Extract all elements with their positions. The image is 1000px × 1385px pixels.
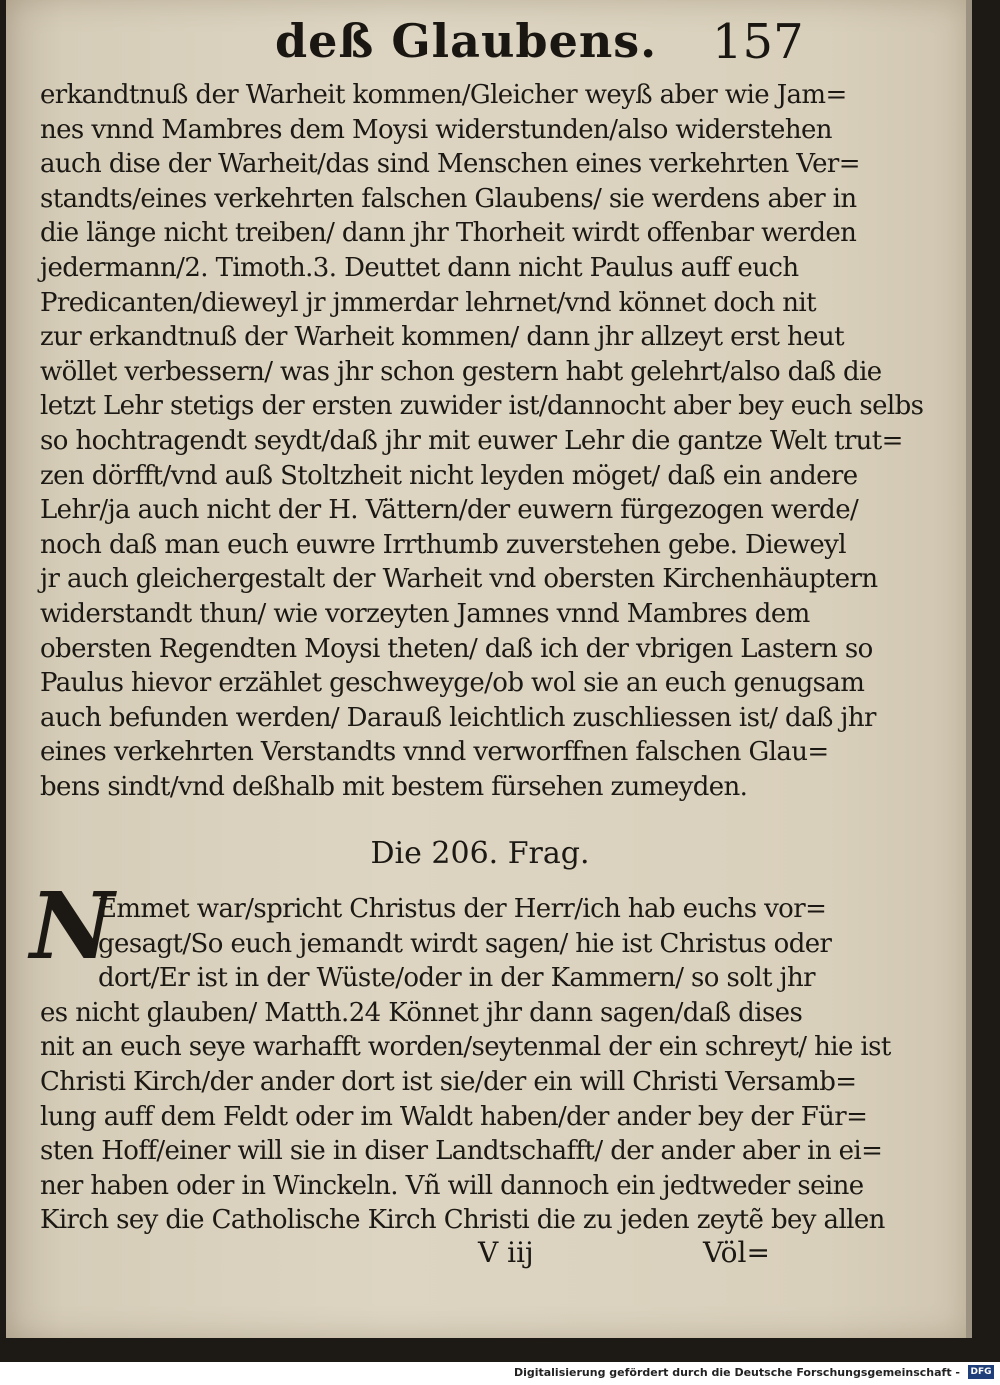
catchword: Völ= [703, 1236, 770, 1269]
text-line: letzt Lehr stetigs der ersten zuwider ist/dannocht aber bey euch selbs [40, 391, 924, 422]
page-number: 157 [712, 14, 804, 70]
text-line: auch dise der Warheit/das sind Menschen eines verkehrten Ver= [40, 149, 860, 180]
text-line: nit an euch seye warhafft worden/seytenmal der ein schreyt/ hie ist [40, 1032, 891, 1063]
text-line: eines verkehrten Verstandts vnnd verworffnen falschen Glau= [40, 737, 829, 768]
text-line: zen dörfft/vnd auß Stoltzheit nicht leyden möget/ daß ein andere [40, 460, 858, 491]
decorated-initial: N [30, 872, 115, 980]
text-line: erkandtnuß der Warheit kommen/Gleicher weyß aber wie Jam= [40, 80, 847, 110]
text-line: sten Hoff/einer will sie in diser Landtschafft/ der ander aber in ei= [40, 1136, 883, 1167]
text-line: Emmet war/spricht Christus der Herr/ich hab euchs vor= [98, 894, 827, 924]
signature-mark: V iij [478, 1236, 534, 1269]
dfg-logo: DFG [968, 1365, 994, 1379]
text-line: jr auch gleichergestalt der Warheit vnd obersten Kirchenhäuptern [40, 564, 878, 595]
page-edge [966, 0, 972, 1338]
text-line: gesagt/So euch jemandt wirdt sagen/ hie ist Christus oder [98, 928, 832, 959]
text-line: Predicanten/dieweyl jr jmmerdar lehrnet/vnd könnet doch nit [40, 287, 816, 318]
text-line: ner haben oder in Winckeln. Vñ will dannoch ein jedtweder seine [40, 1170, 864, 1201]
text-line: widerstandt thun/ wie vorzeyten Jamnes vnnd Mambres dem [40, 598, 810, 629]
text-line: lung auff dem Feldt oder im Waldt haben/der ander bey der Für= [40, 1101, 868, 1132]
text-line: Lehr/ja auch nicht der H. Vättern/der euwern fürgezogen werde/ [40, 495, 859, 526]
text-line: so hochtragendt seydt/daß jhr mit euwer Lehr die gantze Welt trut= [40, 425, 903, 456]
running-head: deß Glaubens. [275, 14, 658, 68]
text-line: bens sindt/vnd deßhalb mit bestem fürsehen zumeyden. [40, 771, 748, 802]
text-line: noch daß man euch euwre Irrthumb zuverstehen gebe. Dieweyl [40, 529, 846, 560]
text-line: Christi Kirch/der ander dort ist sie/der ein will Christi Versamb= [40, 1066, 857, 1097]
text-line: die länge nicht treiben/ dann jhr Thorheit wirdt offenbar werden [40, 218, 857, 249]
text-line: jedermann/2. Timoth.3. Deuttet dann nicht Paulus auff euch [40, 252, 799, 283]
text-line: nes vnnd Mambres dem Moysi widerstunden/also widerstehen [40, 114, 832, 145]
text-line: standts/eines verkehrten falschen Glaubens/ sie werdens aber in [40, 183, 857, 214]
text-line: es nicht glauben/ Matth.24 Könnet jhr dann sagen/daß dises [40, 997, 803, 1028]
text-line: zur erkandtnuß der Warheit kommen/ dann jhr allzeyt erst heut [40, 322, 844, 353]
section-text [40, 892, 891, 1238]
digitization-credit: Digitalisierung gefördert durch die Deutsche Forschungsgemeinschaft - [513, 1366, 960, 1379]
text-line: Kirch sey die Catholische Kirch Christi die zu jeden zeytẽ bey allen [40, 1205, 885, 1236]
section-heading: Die 206. Frag. [370, 836, 590, 871]
text-line: dort/Er ist in der Wüste/oder in der Kammern/ so solt jhr [98, 963, 815, 994]
text-line: wöllet verbessern/ was jhr schon gestern habt gelehrt/also daß die [40, 356, 882, 387]
body-text [40, 78, 924, 804]
text-line: Paulus hievor erzählet geschweyge/ob wol sie an euch genugsam [40, 668, 865, 699]
text-line: obersten Regendten Moysi theten/ daß ich der vbrigen Lastern so [40, 633, 873, 664]
text-line: auch befunden werden/ Darauß leichtlich zuschliessen ist/ daß jhr [40, 702, 876, 733]
